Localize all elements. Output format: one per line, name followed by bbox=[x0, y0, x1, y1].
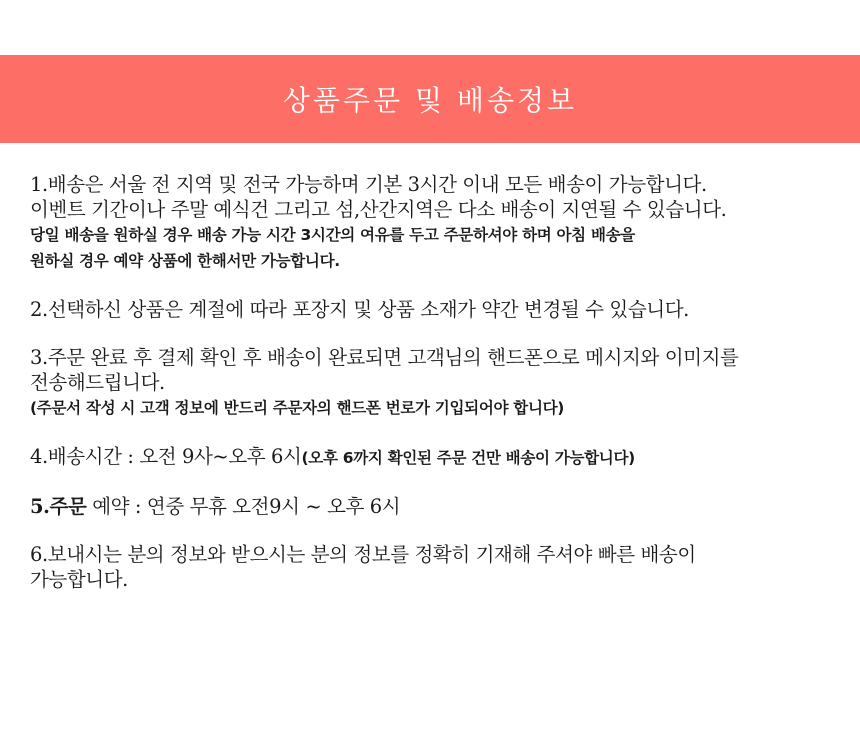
reservation-prefix: 5.주문 bbox=[30, 495, 87, 518]
phone-number-notice: (주문서 작성 시 고객 정보에 반드리 주문자의 핸드폰 번로가 기입되어야 합니다) bbox=[30, 399, 565, 417]
same-day-notice: 당일 배송을 원하실 경우 배송 가능 시간 3시간의 여유를 두고 주문하셔야 하며 아침 배송을 bbox=[30, 226, 635, 244]
packaging-text: 2.선택하신 상품은 계절에 따라 포장지 및 상품 소재가 약간 변경될 수 있습니다. bbox=[30, 298, 689, 321]
delivery-hours-text: 4.배송시간 : 오전 9사~오후 6시 bbox=[30, 445, 302, 468]
reservation-line bbox=[30, 494, 840, 519]
section-delivery-area bbox=[30, 172, 840, 274]
delivery-hours-notice: (오후 6까지 확인된 주문 건만 배송이 가능합니다) bbox=[301, 449, 635, 467]
morning-delivery-notice: 원하실 경우 예약 상품에 한해서만 가능합니다. bbox=[30, 252, 340, 270]
page-title: 상품주문 및 배송정보 bbox=[282, 84, 578, 117]
sender-info-text: 6.보내시는 분의 정보와 받으시는 분의 정보를 정확히 기재해 주셔야 빠른 배송이 bbox=[30, 543, 696, 566]
section-packaging bbox=[30, 297, 840, 322]
sender-info-text-cont: 가능합니다. bbox=[30, 568, 128, 591]
confirmation-text: 3.주문 완료 후 결제 확인 후 배송이 완료되면 고객님의 핸드폰으로 메시지와 이미지를 bbox=[30, 346, 739, 369]
reservation-text: 예약 : 연중 무휴 오전9시 ~ 오후 6시 bbox=[86, 495, 401, 518]
confirmation-text-cont: 전송해드립니다. bbox=[30, 371, 165, 394]
info-content bbox=[30, 172, 840, 615]
section-confirmation bbox=[30, 345, 840, 421]
header-banner bbox=[0, 55, 860, 143]
delivery-area-text: 1.배송은 서울 전 지역 및 전국 가능하며 기본 3시간 이내 모든 배송이 가능합니다. bbox=[30, 173, 707, 196]
delivery-delay-text: 이벤트 기간이나 주말 예식건 그리고 섬,산간지역은 다소 배송이 지연될 수 있습니다. bbox=[30, 198, 727, 221]
section-reservation bbox=[30, 494, 840, 519]
section-delivery-hours bbox=[30, 444, 840, 471]
section-sender-info bbox=[30, 542, 840, 592]
delivery-hours-line bbox=[30, 444, 840, 471]
